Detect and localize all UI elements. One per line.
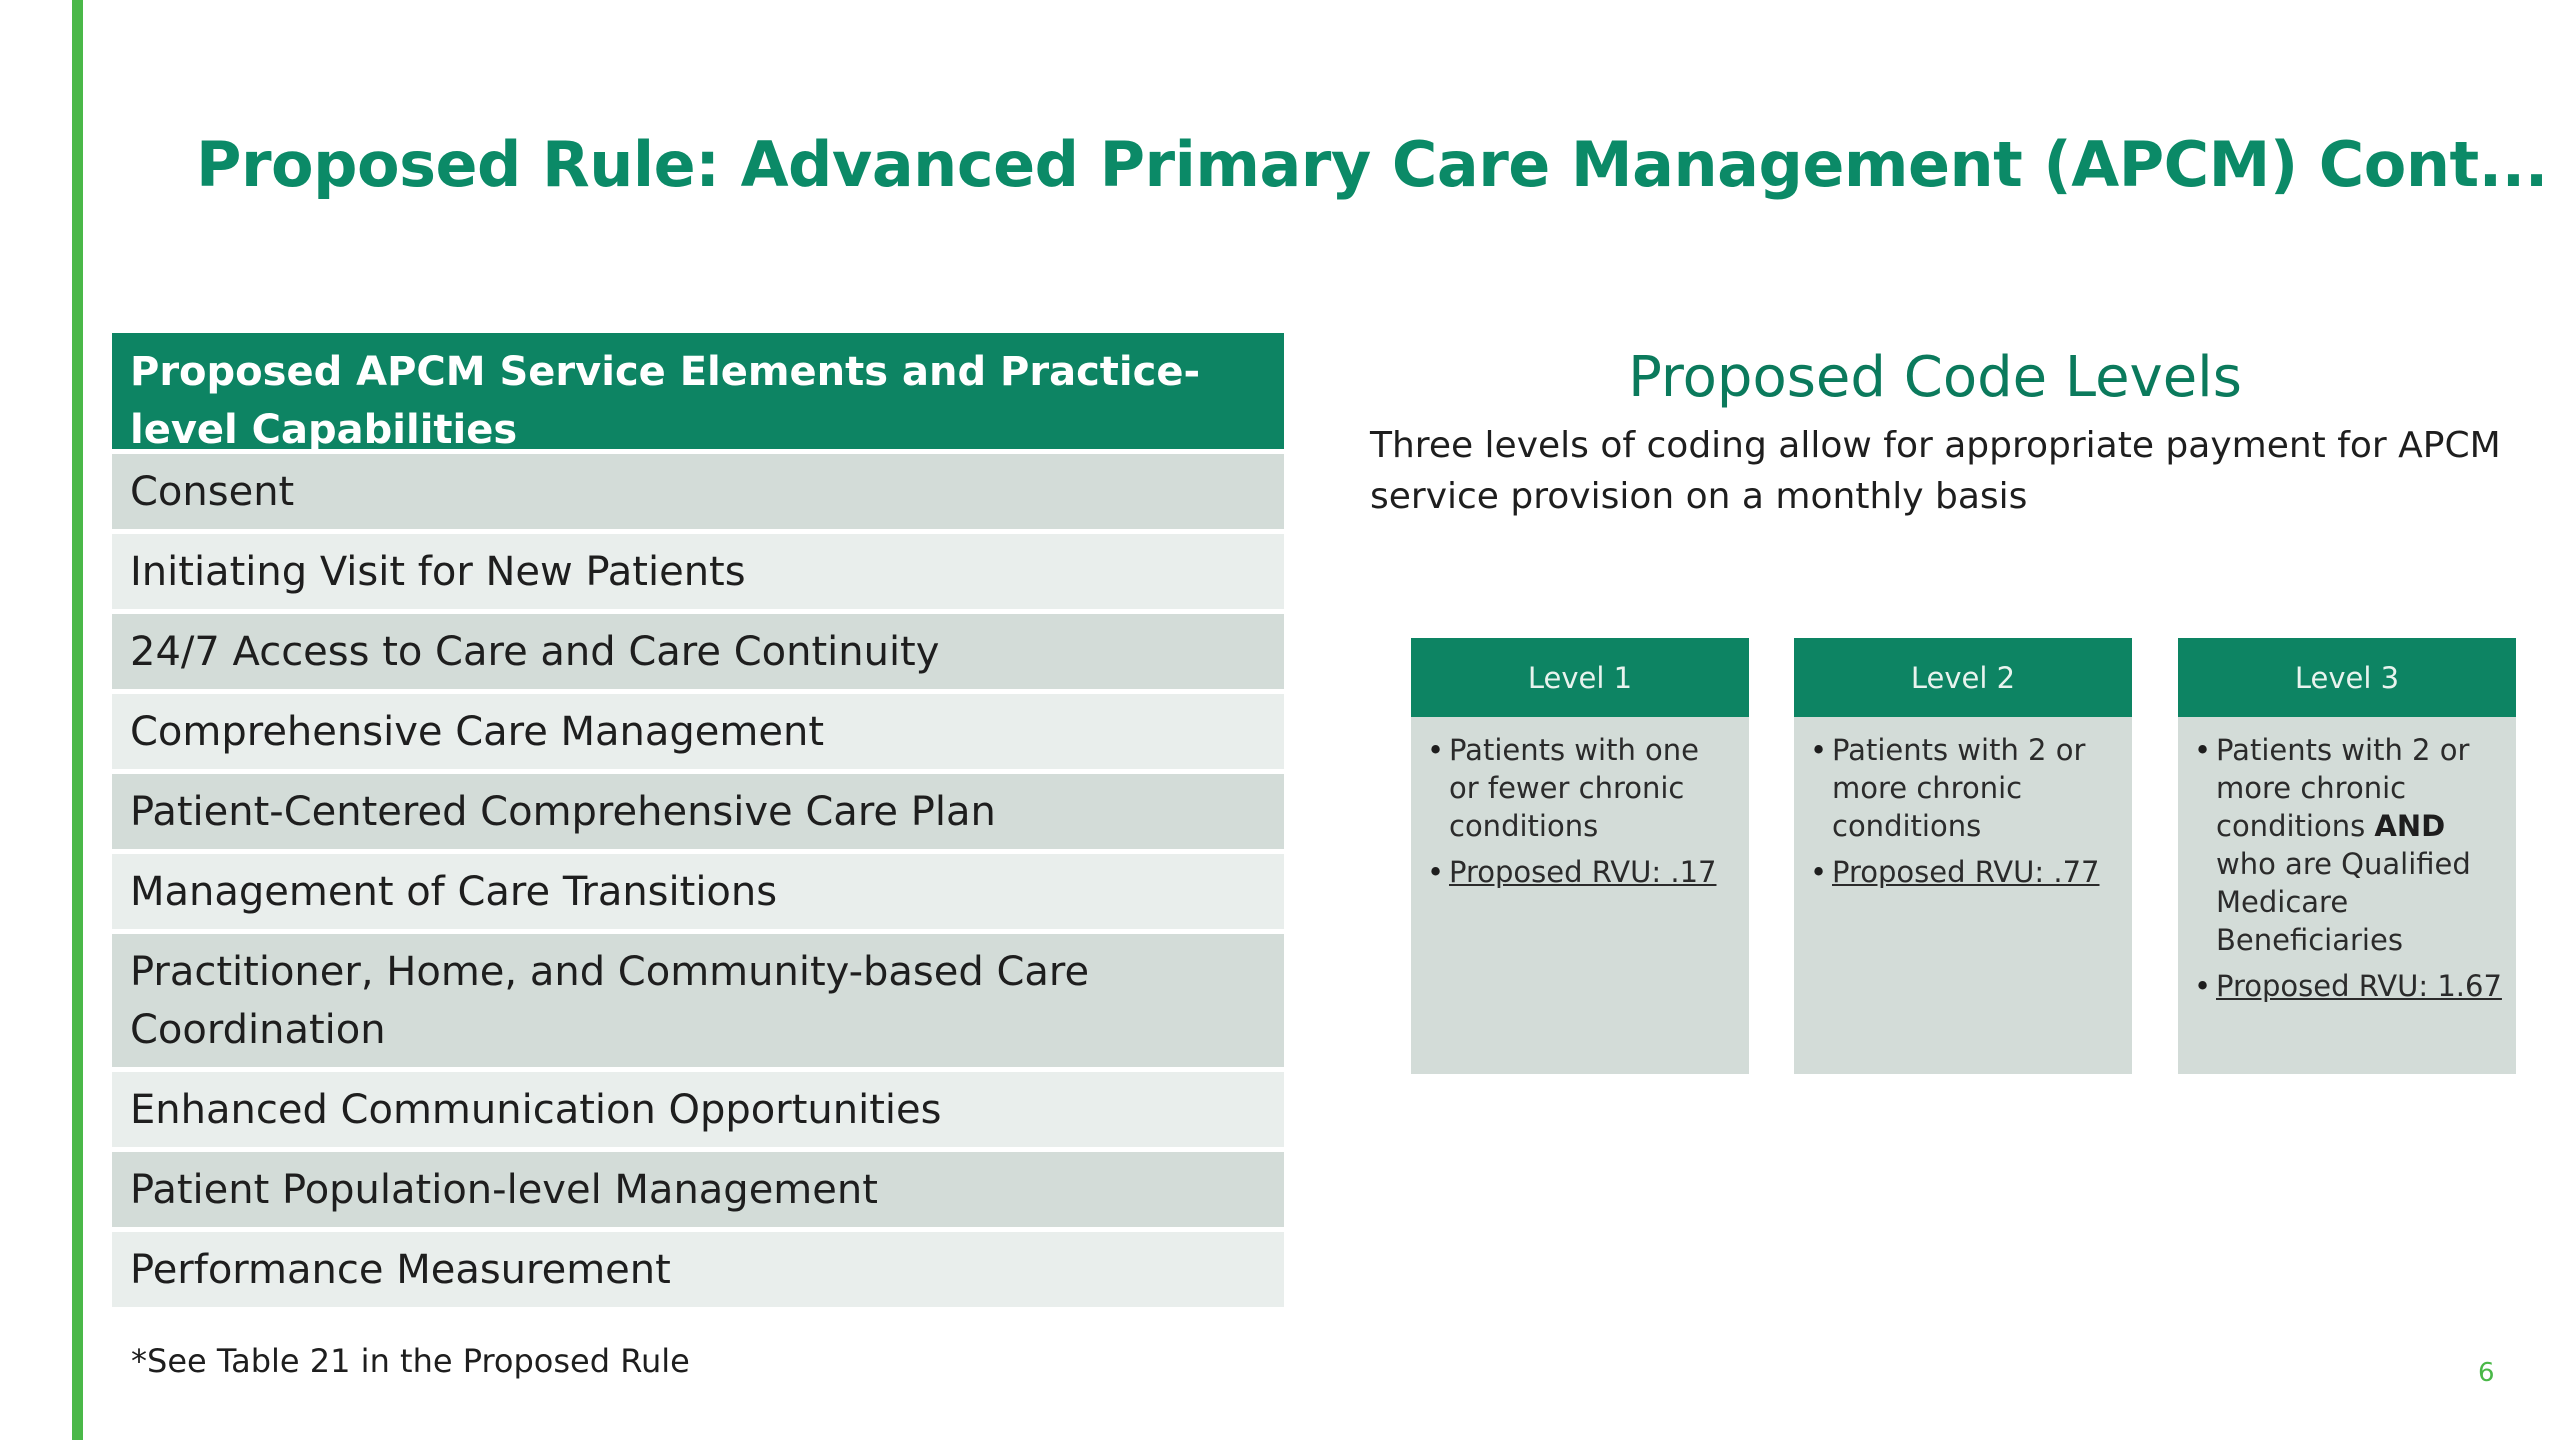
list-item	[1810, 853, 2118, 891]
table-row: Management of Care Transitions	[112, 854, 1284, 929]
bullet-icon: •	[1427, 733, 1445, 767]
list-item	[2194, 967, 2502, 1005]
bullet-icon: •	[2194, 733, 2212, 767]
level-2-rvu: Proposed RVU: .77	[1832, 855, 2100, 889]
code-levels-description: Three levels of coding allow for appropriate payment for APCM service provision on a monthly basis	[1370, 425, 2501, 517]
level-1-list	[1411, 717, 1749, 891]
level-3-header: Level 3	[2178, 638, 2516, 717]
level-3-criteria-prefix: Patients with 2 or more chronic conditions	[2216, 733, 2470, 843]
level-3-card	[2178, 638, 2516, 1074]
level-1-rvu: Proposed RVU: .17	[1449, 855, 1717, 889]
level-3-criteria-and: AND	[2374, 809, 2446, 843]
level-2-criteria: Patients with 2 or more chronic conditions	[1832, 733, 2086, 843]
level-1-card	[1411, 638, 1749, 1074]
bullet-icon: •	[1810, 855, 1828, 889]
bullet-icon: •	[2194, 969, 2212, 1003]
level-1-criteria: Patients with one or fewer chronic conditions	[1449, 733, 1700, 843]
list-item	[1427, 731, 1735, 845]
level-1-header: Level 1	[1411, 638, 1749, 717]
service-elements-table	[112, 333, 1284, 1312]
level-3-criteria-suffix: who are Qualified Medicare Beneficiaries	[2216, 847, 2471, 957]
level-3-rvu: Proposed RVU: 1.67	[2216, 969, 2502, 1003]
table-row: Practitioner, Home, and Community-based Care Coordination	[112, 934, 1284, 1067]
level-2-header: Level 2	[1794, 638, 2132, 717]
table-header: Proposed APCM Service Elements and Practice-level Capabilities	[112, 333, 1284, 449]
table-row: Patient-Centered Comprehensive Care Plan	[112, 774, 1284, 849]
table-footnote: *See Table 21 in the Proposed Rule	[131, 1342, 690, 1380]
bullet-icon: •	[1427, 855, 1445, 889]
table-row: Performance Measurement	[112, 1232, 1284, 1307]
table-row: Enhanced Communication Opportunities	[112, 1072, 1284, 1147]
code-levels-title: Proposed Code Levels	[1628, 345, 2242, 410]
table-row: 24/7 Access to Care and Care Continuity	[112, 614, 1284, 689]
level-2-list	[1794, 717, 2132, 891]
table-row: Comprehensive Care Management	[112, 694, 1284, 769]
slide-title: Proposed Rule: Advanced Primary Care Management (APCM) Cont...	[196, 128, 2548, 201]
table-row: Consent	[112, 454, 1284, 529]
table-row: Initiating Visit for New Patients	[112, 534, 1284, 609]
list-item	[1810, 731, 2118, 845]
list-item	[1427, 853, 1735, 891]
page-number: 6	[2478, 1358, 2495, 1388]
table-row: Patient Population-level Management	[112, 1152, 1284, 1227]
bullet-icon: •	[1810, 733, 1828, 767]
list-item	[2194, 731, 2502, 959]
level-2-card	[1794, 638, 2132, 1074]
slide-accent-bar	[72, 0, 83, 1440]
level-3-list	[2178, 717, 2516, 1005]
